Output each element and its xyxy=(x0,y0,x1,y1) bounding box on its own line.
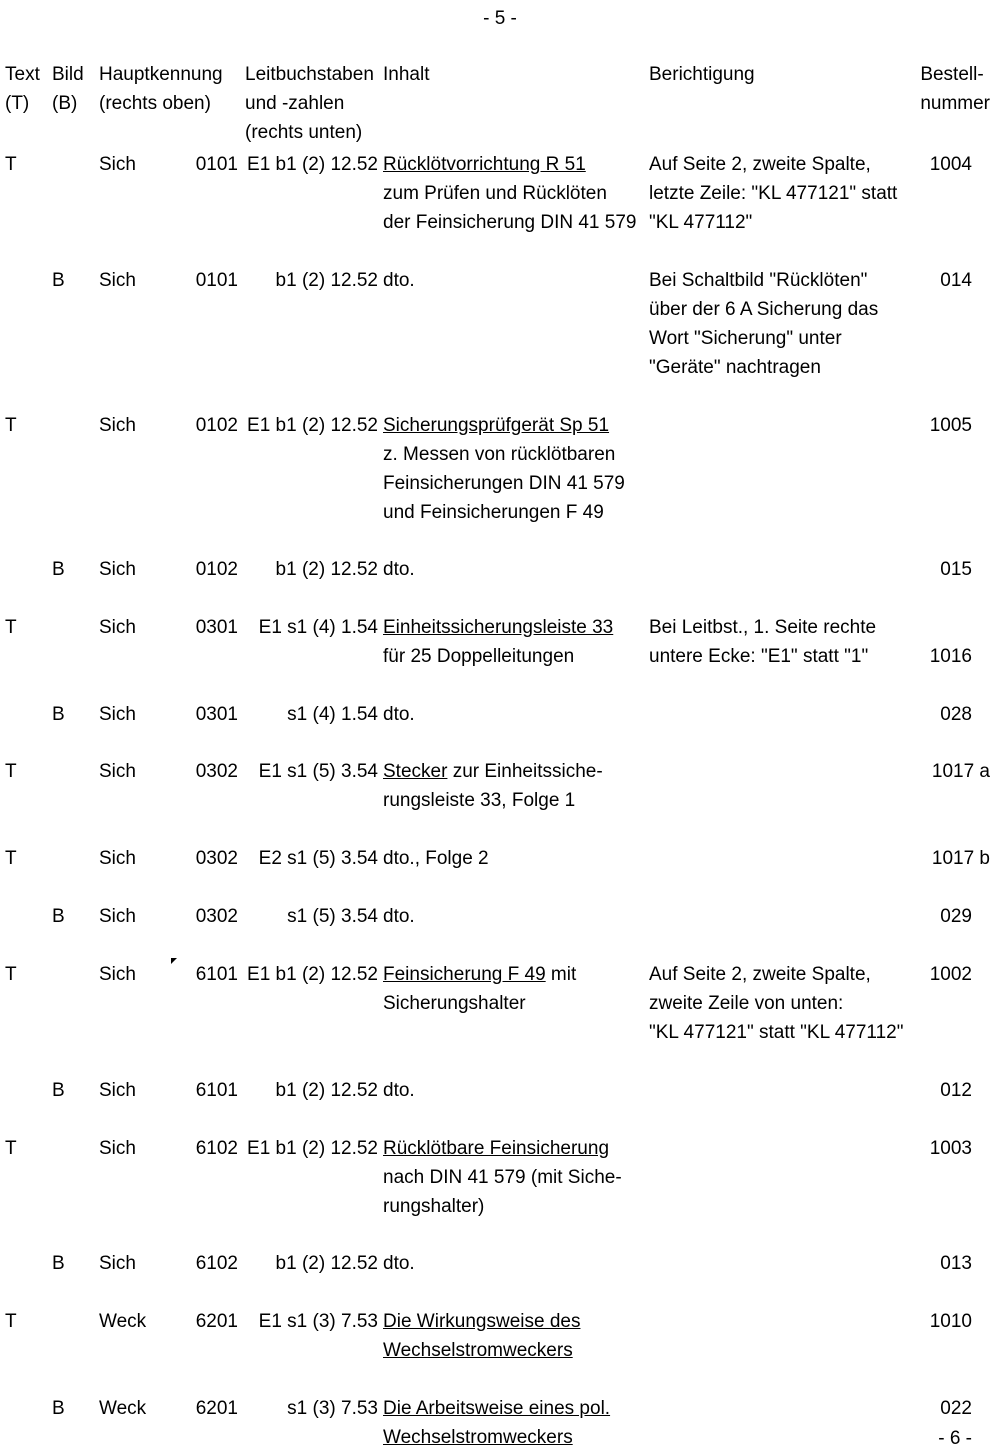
leitbuchstaben: E1 s1 (3) 7.53 xyxy=(258,1311,378,1332)
type-text-marker: T xyxy=(5,415,17,436)
bestellnummer: 1002 xyxy=(929,964,972,985)
leitbuchstaben: E1 s1 (5) 3.54 xyxy=(258,761,378,782)
inhalt-line: für 25 Doppelleitungen xyxy=(383,646,575,667)
header-inhalt: Inhalt xyxy=(383,64,430,85)
bestellnummer: 1010 xyxy=(929,1311,972,1332)
berichtigung-line: "Geräte" nachtragen xyxy=(649,357,821,378)
table-row xyxy=(0,902,1000,927)
berichtigung-cell xyxy=(649,613,876,671)
inhalt-title: Wechselstromweckers xyxy=(383,1427,573,1448)
berichtigung-line: Bei Schaltbild "Rücklöten" xyxy=(649,270,868,291)
hauptkennung-group: Sich xyxy=(99,1080,136,1101)
hauptkennung-number: 6102 xyxy=(195,1253,238,1274)
leitbuchstaben: E1 b1 (2) 12.52 xyxy=(247,415,378,436)
inhalt-line xyxy=(383,757,603,786)
hauptkennung-number: 0102 xyxy=(195,415,238,436)
table-row xyxy=(0,555,1000,580)
header-hauptkennung: Hauptkennung (rechts oben) xyxy=(99,64,223,114)
inhalt-line: rungsleiste 33, Folge 1 xyxy=(383,790,576,811)
berichtigung-line: "KL 477121" statt "KL 477112" xyxy=(649,1022,904,1043)
page-number-bottom: - 6 - xyxy=(938,1428,972,1449)
hauptkennung-group: Sich xyxy=(99,704,136,725)
page-number-top: - 5 - xyxy=(483,8,517,29)
bestellnummer: 012 xyxy=(940,1080,972,1101)
table-row xyxy=(0,1249,1000,1274)
hauptkennung-number: 0101 xyxy=(195,154,238,175)
hauptkennung-number: 0302 xyxy=(195,906,238,927)
inhalt-title: Rücklötvorrichtung R 51 xyxy=(383,154,586,175)
table-row xyxy=(0,1076,1000,1101)
bestellnummer: 014 xyxy=(940,270,972,291)
leitbuchstaben: E2 s1 (5) 3.54 xyxy=(258,848,378,869)
inhalt-line: dto. xyxy=(383,559,415,580)
bestellnummer: 028 xyxy=(940,704,972,725)
type-bild-marker: B xyxy=(52,1080,65,1101)
leitbuchstaben: E1 b1 (2) 12.52 xyxy=(247,154,378,175)
berichtigung-line: über der 6 A Sicherung das xyxy=(649,299,879,320)
inhalt-line xyxy=(383,960,576,989)
inhalt-cell xyxy=(383,150,636,237)
hauptkennung-group: Sich xyxy=(99,964,136,985)
inhalt-line xyxy=(383,1307,580,1336)
type-text-marker: T xyxy=(5,964,17,985)
inhalt-line: zum Prüfen und Rücklöten xyxy=(383,183,607,204)
type-bild-marker: B xyxy=(52,270,65,291)
inhalt-line: rungshalter) xyxy=(383,1196,485,1217)
table-row xyxy=(0,613,1000,667)
berichtigung-line: Bei Leitbst., 1. Seite rechte xyxy=(649,617,877,638)
inhalt-cell xyxy=(383,700,415,729)
type-text-marker: T xyxy=(5,154,17,175)
inhalt-cell xyxy=(383,960,576,1018)
inhalt-cell xyxy=(383,902,415,931)
inhalt-line xyxy=(383,1394,610,1423)
hauptkennung-number: 0301 xyxy=(195,617,238,638)
type-text-marker: T xyxy=(5,1311,17,1332)
inhalt-line xyxy=(383,411,625,440)
hauptkennung-number: 0301 xyxy=(195,704,238,725)
table-row xyxy=(0,150,1000,233)
table-row xyxy=(0,411,1000,523)
inhalt-cell xyxy=(383,1394,610,1452)
bestellnummer: 1004 xyxy=(929,154,972,175)
header-text: Text (T) xyxy=(5,64,40,114)
inhalt-title: Stecker xyxy=(383,761,448,782)
inhalt-line: und Feinsicherungen F 49 xyxy=(383,502,604,523)
header-leitbuchstaben: Leitbuchstaben und -zahlen (rechts unten) xyxy=(245,64,374,143)
hauptkennung-group: Weck xyxy=(99,1311,147,1332)
leitbuchstaben: b1 (2) 12.52 xyxy=(275,1253,378,1274)
header-bild: Bild (B) xyxy=(52,64,84,114)
inhalt-line: dto. xyxy=(383,1080,415,1101)
bestellnummer: 013 xyxy=(940,1253,972,1274)
inhalt-title: Wechselstromweckers xyxy=(383,1340,573,1361)
berichtigung-line: Wort "Sicherung" unter xyxy=(649,328,842,349)
bestellnummer: 015 xyxy=(940,559,972,580)
table-row xyxy=(0,960,1000,1043)
leitbuchstaben: s1 (4) 1.54 xyxy=(287,704,378,725)
leitbuchstaben: b1 (2) 12.52 xyxy=(275,1080,378,1101)
inhalt-line: dto. xyxy=(383,270,415,291)
inhalt-line xyxy=(383,1134,622,1163)
berichtigung-line: Auf Seite 2, zweite Spalte, xyxy=(649,964,871,985)
bestellnummer: 1003 xyxy=(929,1138,972,1159)
hauptkennung-number: 0302 xyxy=(195,848,238,869)
table-row xyxy=(0,266,1000,378)
margin-mark xyxy=(171,958,177,964)
table-row xyxy=(0,1134,1000,1217)
table-row xyxy=(0,844,1000,869)
hauptkennung-number: 6201 xyxy=(195,1311,238,1332)
type-text-marker: T xyxy=(5,848,17,869)
inhalt-line: z. Messen von rücklötbaren xyxy=(383,444,616,465)
table-row xyxy=(0,700,1000,725)
bestellnummer: 1017 b xyxy=(931,848,990,869)
bestellnummer: 022 xyxy=(940,1398,972,1419)
hauptkennung-number: 6102 xyxy=(195,1138,238,1159)
hauptkennung-group: Sich xyxy=(99,154,136,175)
hauptkennung-group: Sich xyxy=(99,1253,136,1274)
inhalt-rest: zur Einheitssiche- xyxy=(447,761,603,782)
type-text-marker: T xyxy=(5,617,17,638)
leitbuchstaben: b1 (2) 12.52 xyxy=(275,559,378,580)
berichtigung-cell xyxy=(649,266,878,382)
inhalt-cell xyxy=(383,1134,622,1221)
inhalt-line: nach DIN 41 579 (mit Siche- xyxy=(383,1167,622,1188)
hauptkennung-number: 0101 xyxy=(195,270,238,291)
inhalt-cell xyxy=(383,1076,415,1105)
inhalt-title: Einheitssicherungsleiste 33 xyxy=(383,617,614,638)
inhalt-cell xyxy=(383,757,603,815)
inhalt-line: Feinsicherungen DIN 41 579 xyxy=(383,473,625,494)
inhalt-line xyxy=(383,150,636,179)
hauptkennung-group: Sich xyxy=(99,617,136,638)
hauptkennung-number: 6101 xyxy=(195,1080,238,1101)
inhalt-line xyxy=(383,1336,580,1365)
inhalt-cell xyxy=(383,844,489,873)
type-text-marker: T xyxy=(5,1138,17,1159)
berichtigung-line: untere Ecke: "E1" statt "1" xyxy=(649,646,869,667)
hauptkennung-number: 0302 xyxy=(195,761,238,782)
type-bild-marker: B xyxy=(52,906,65,927)
inhalt-cell xyxy=(383,1249,415,1278)
table-row xyxy=(0,757,1000,811)
berichtigung-line: "KL 477112" xyxy=(649,212,753,233)
inhalt-line: dto. xyxy=(383,704,415,725)
inhalt-title: Rücklötbare Feinsicherung xyxy=(383,1138,610,1159)
berichtigung-cell xyxy=(649,960,903,1047)
hauptkennung-group: Sich xyxy=(99,1138,136,1159)
type-text-marker: T xyxy=(5,761,17,782)
bestellnummer: 1017 a xyxy=(931,761,990,782)
berichtigung-line: zweite Zeile von unten: xyxy=(649,993,844,1014)
type-bild-marker: B xyxy=(52,704,65,725)
inhalt-cell xyxy=(383,1307,580,1365)
bestellnummer: 1005 xyxy=(929,415,972,436)
type-bild-marker: B xyxy=(52,559,65,580)
header-bestellnummer: Bestell- nummer xyxy=(920,64,990,114)
inhalt-title: Feinsicherung F 49 xyxy=(383,964,546,985)
inhalt-cell xyxy=(383,266,415,295)
leitbuchstaben: E1 b1 (2) 12.52 xyxy=(247,964,378,985)
inhalt-line xyxy=(383,613,613,642)
header-berichtigung: Berichtigung xyxy=(649,64,755,85)
type-bild-marker: B xyxy=(52,1398,65,1419)
bestellnummer: 1016 xyxy=(929,646,972,667)
hauptkennung-group: Weck xyxy=(99,1398,147,1419)
leitbuchstaben: E1 b1 (2) 12.52 xyxy=(247,1138,378,1159)
hauptkennung-number: 0102 xyxy=(195,559,238,580)
leitbuchstaben: s1 (5) 3.54 xyxy=(287,906,378,927)
table-row xyxy=(0,1307,1000,1361)
inhalt-line: der Feinsicherung DIN 41 579 xyxy=(383,212,637,233)
leitbuchstaben: E1 s1 (4) 1.54 xyxy=(258,617,378,638)
inhalt-title: Sicherungsprüfgerät Sp 51 xyxy=(383,415,610,436)
inhalt-title: Die Arbeitsweise eines pol. xyxy=(383,1398,611,1419)
inhalt-cell xyxy=(383,411,625,527)
berichtigung-line: letzte Zeile: "KL 477121" statt xyxy=(649,183,898,204)
hauptkennung-group: Sich xyxy=(99,415,136,436)
inhalt-rest: mit xyxy=(545,964,577,985)
hauptkennung-group: Sich xyxy=(99,761,136,782)
type-bild-marker: B xyxy=(52,1253,65,1274)
berichtigung-cell xyxy=(649,150,897,237)
inhalt-line: dto. xyxy=(383,906,415,927)
hauptkennung-number: 6201 xyxy=(195,1398,238,1419)
inhalt-cell xyxy=(383,555,415,584)
berichtigung-line: Auf Seite 2, zweite Spalte, xyxy=(649,154,871,175)
leitbuchstaben: s1 (3) 7.53 xyxy=(287,1398,378,1419)
bestellnummer: 029 xyxy=(940,906,972,927)
hauptkennung-group: Sich xyxy=(99,559,136,580)
inhalt-line: Sicherungshalter xyxy=(383,993,526,1014)
inhalt-title: Die Wirkungsweise des xyxy=(383,1311,581,1332)
inhalt-line xyxy=(383,1423,610,1452)
hauptkennung-group: Sich xyxy=(99,848,136,869)
table-row xyxy=(0,1394,1000,1448)
inhalt-line: dto. xyxy=(383,1253,415,1274)
inhalt-line: dto., Folge 2 xyxy=(383,848,489,869)
hauptkennung-group: Sich xyxy=(99,906,136,927)
hauptkennung-number: 6101 xyxy=(195,964,238,985)
hauptkennung-group: Sich xyxy=(99,270,136,291)
leitbuchstaben: b1 (2) 12.52 xyxy=(275,270,378,291)
inhalt-cell xyxy=(383,613,613,671)
